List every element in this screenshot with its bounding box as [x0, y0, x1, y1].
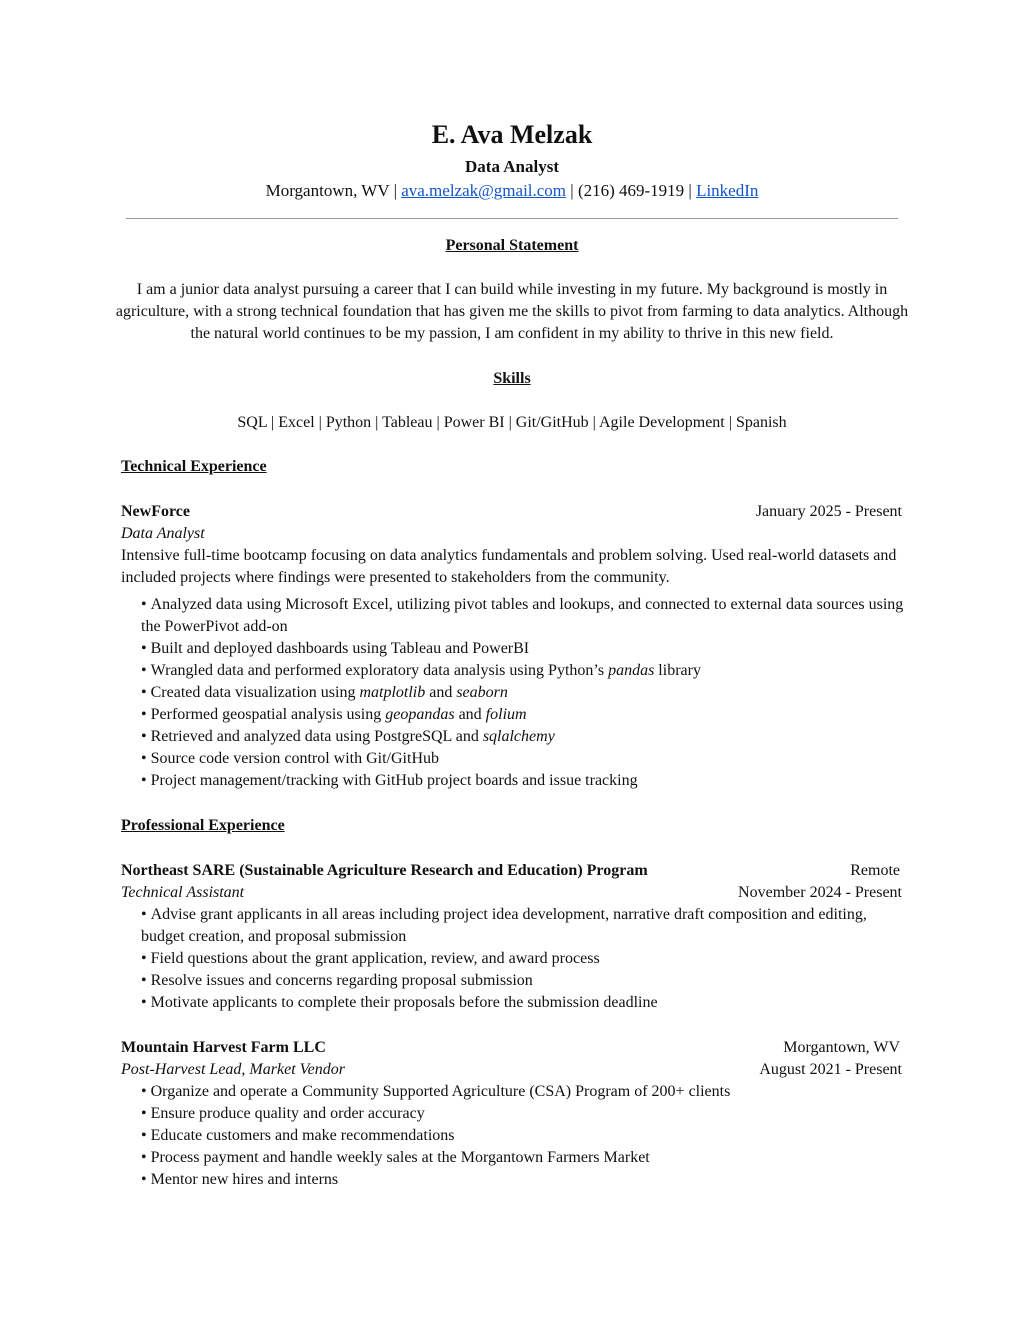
location-text: Morgantown, WV: [265, 181, 390, 200]
bullet-marker: •: [141, 662, 147, 679]
employer-name: Mountain Harvest Farm LLC: [121, 1039, 326, 1056]
bullet-item: [141, 704, 907, 726]
bullet-text: Field questions about the grant application, review, and award process: [150, 950, 600, 967]
job-dates: November 2024 - Present: [738, 884, 902, 901]
employer-name: Northeast SARE (Sustainable Agriculture Research and Education) Program: [121, 862, 648, 879]
job-description: Intensive full-time bootcamp focusing on data analytics fundamentals and problem solving. Used real-world datasets and included projects where findings were presented to stakeholders from the community.: [121, 547, 897, 586]
bullet-text: Retrieved and analyzed data using PostgreSQL and: [150, 728, 483, 745]
job-role: Data Analyst: [121, 525, 205, 542]
job-dates: August 2021 - Present: [759, 1061, 902, 1078]
bullet-item: [141, 594, 907, 638]
bullet-item: [141, 748, 907, 770]
email-link[interactable]: ava.melzak@gmail.com: [401, 181, 567, 200]
linkedin-link[interactable]: LinkedIn: [696, 181, 759, 200]
contact-line: [0, 180, 1024, 202]
bullet-text: Project management/tracking with GitHub project boards and issue tracking: [150, 772, 638, 789]
job-role: Technical Assistant: [121, 884, 245, 901]
bullet-marker: •: [141, 706, 147, 723]
bullet-text: Resolve issues and concerns regarding proposal submission: [150, 972, 533, 989]
job-header: [121, 1037, 902, 1059]
job-role-row: [121, 882, 902, 904]
employer-name: NewForce: [121, 503, 190, 520]
bullet-text: Advise grant applicants in all areas including project idea development, narrative draft composition and editing, budget creation, and proposal submission: [141, 906, 867, 945]
bullet-item: [141, 992, 907, 1014]
bullet-item: [141, 682, 907, 704]
library-name: geopandas: [385, 706, 455, 723]
bullet-text: Process payment and handle weekly sales at the Morgantown Farmers Market: [150, 1149, 650, 1166]
bullet-marker: •: [141, 1171, 147, 1188]
library-name: folium: [485, 706, 527, 723]
bullet-text: and: [425, 684, 457, 701]
job-location: Morgantown, WV: [783, 1039, 900, 1056]
bullet-marker: •: [141, 972, 147, 989]
bullet-text: and: [454, 706, 486, 723]
bullet-item: [141, 638, 907, 660]
job-location: Remote: [850, 862, 900, 879]
bullet-text: Created data visualization using: [150, 684, 360, 701]
bullet-text: Built and deployed dashboards using Tableau and PowerBI: [150, 640, 530, 657]
skills-heading: Skills: [493, 370, 531, 387]
personal-statement-heading: Personal Statement: [445, 237, 579, 254]
library-name: seaborn: [456, 684, 508, 701]
professional-experience-heading: Professional Experience: [121, 817, 285, 834]
bullet-text: library: [654, 662, 701, 679]
job-bullet-list: [141, 904, 907, 1014]
library-name: pandas: [608, 662, 655, 679]
separator: |: [570, 181, 574, 200]
job-dates: January 2025 - Present: [755, 503, 902, 520]
bullet-item: [141, 970, 907, 992]
bullet-item: [141, 660, 907, 682]
library-name: sqlalchemy: [482, 728, 555, 745]
bullet-item: [141, 770, 907, 792]
job-role-row: [121, 1059, 902, 1081]
bullet-item: [141, 1103, 907, 1125]
bullet-marker: •: [141, 750, 147, 767]
bullet-text: Organize and operate a Community Supported Agriculture (CSA) Program of 200+ clients: [150, 1083, 731, 1100]
candidate-title: Data Analyst: [465, 157, 559, 176]
separator: |: [393, 181, 397, 200]
technical-experience-heading: Technical Experience: [121, 458, 267, 475]
bullet-text: Educate customers and make recommendations: [150, 1127, 455, 1144]
bullet-marker: •: [141, 950, 147, 967]
bullet-item: [141, 1125, 907, 1147]
bullet-item: [141, 904, 907, 948]
bullet-marker: •: [141, 906, 147, 923]
header-divider: [126, 218, 898, 219]
bullet-marker: •: [141, 1083, 147, 1100]
job-header: [121, 860, 902, 882]
bullet-text: Mentor new hires and interns: [150, 1171, 339, 1188]
personal-statement-text: I am a junior data analyst pursuing a career that I can build while investing in my future. My background is mostly in agriculture, with a strong technical foundation that has given me the skills to pivot from farming to data analytics. Although the natural world continues to be my passion, I am confident in my ability to thrive in this new field.: [115, 281, 909, 342]
bullet-item: [141, 726, 907, 748]
bullet-item: [141, 948, 907, 970]
bullet-item: [141, 1147, 907, 1169]
bullet-item: [141, 1081, 907, 1103]
bullet-marker: •: [141, 1127, 147, 1144]
bullet-marker: •: [141, 1149, 147, 1166]
library-name: matplotlib: [359, 684, 426, 701]
bullet-marker: •: [141, 596, 147, 613]
technical-bullet-list: [141, 594, 907, 792]
phone-text: (216) 469-1919: [577, 181, 685, 200]
bullet-text: Source code version control with Git/GitHub: [150, 750, 439, 767]
bullet-text: Analyzed data using Microsoft Excel, utilizing pivot tables and lookups, and connected to external data sources using the PowerPivot add-on: [141, 596, 904, 635]
bullet-text: Ensure produce quality and order accuracy: [150, 1105, 425, 1122]
bullet-text: Motivate applicants to complete their proposals before the submission deadline: [150, 994, 658, 1011]
job-role-row: [121, 523, 902, 545]
bullet-marker: •: [141, 728, 147, 745]
job-bullet-list: [141, 1081, 907, 1191]
bullet-marker: •: [141, 640, 147, 657]
bullet-marker: •: [141, 1105, 147, 1122]
bullet-text: Performed geospatial analysis using: [150, 706, 386, 723]
bullet-marker: •: [141, 772, 147, 789]
bullet-text: Wrangled data and performed exploratory data analysis using Python’s: [150, 662, 609, 679]
bullet-marker: •: [141, 994, 147, 1011]
bullet-marker: •: [141, 684, 147, 701]
job-header: [121, 501, 902, 523]
separator: |: [688, 181, 692, 200]
skills-list: SQL | Excel | Python | Tableau | Power BI | Git/GitHub | Agile Development | Spanish: [237, 414, 787, 431]
job-role: Post-Harvest Lead, Market Vendor: [121, 1061, 345, 1078]
bullet-item: [141, 1169, 907, 1191]
candidate-name: E. Ava Melzak: [431, 120, 593, 149]
